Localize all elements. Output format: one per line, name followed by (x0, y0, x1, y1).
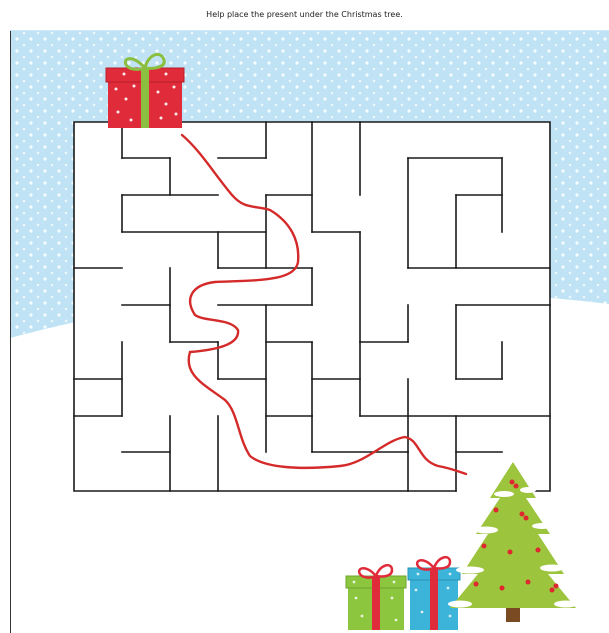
gift-icon (408, 557, 460, 630)
instruction-text: Help place the present under the Christmas tree. (206, 10, 403, 19)
